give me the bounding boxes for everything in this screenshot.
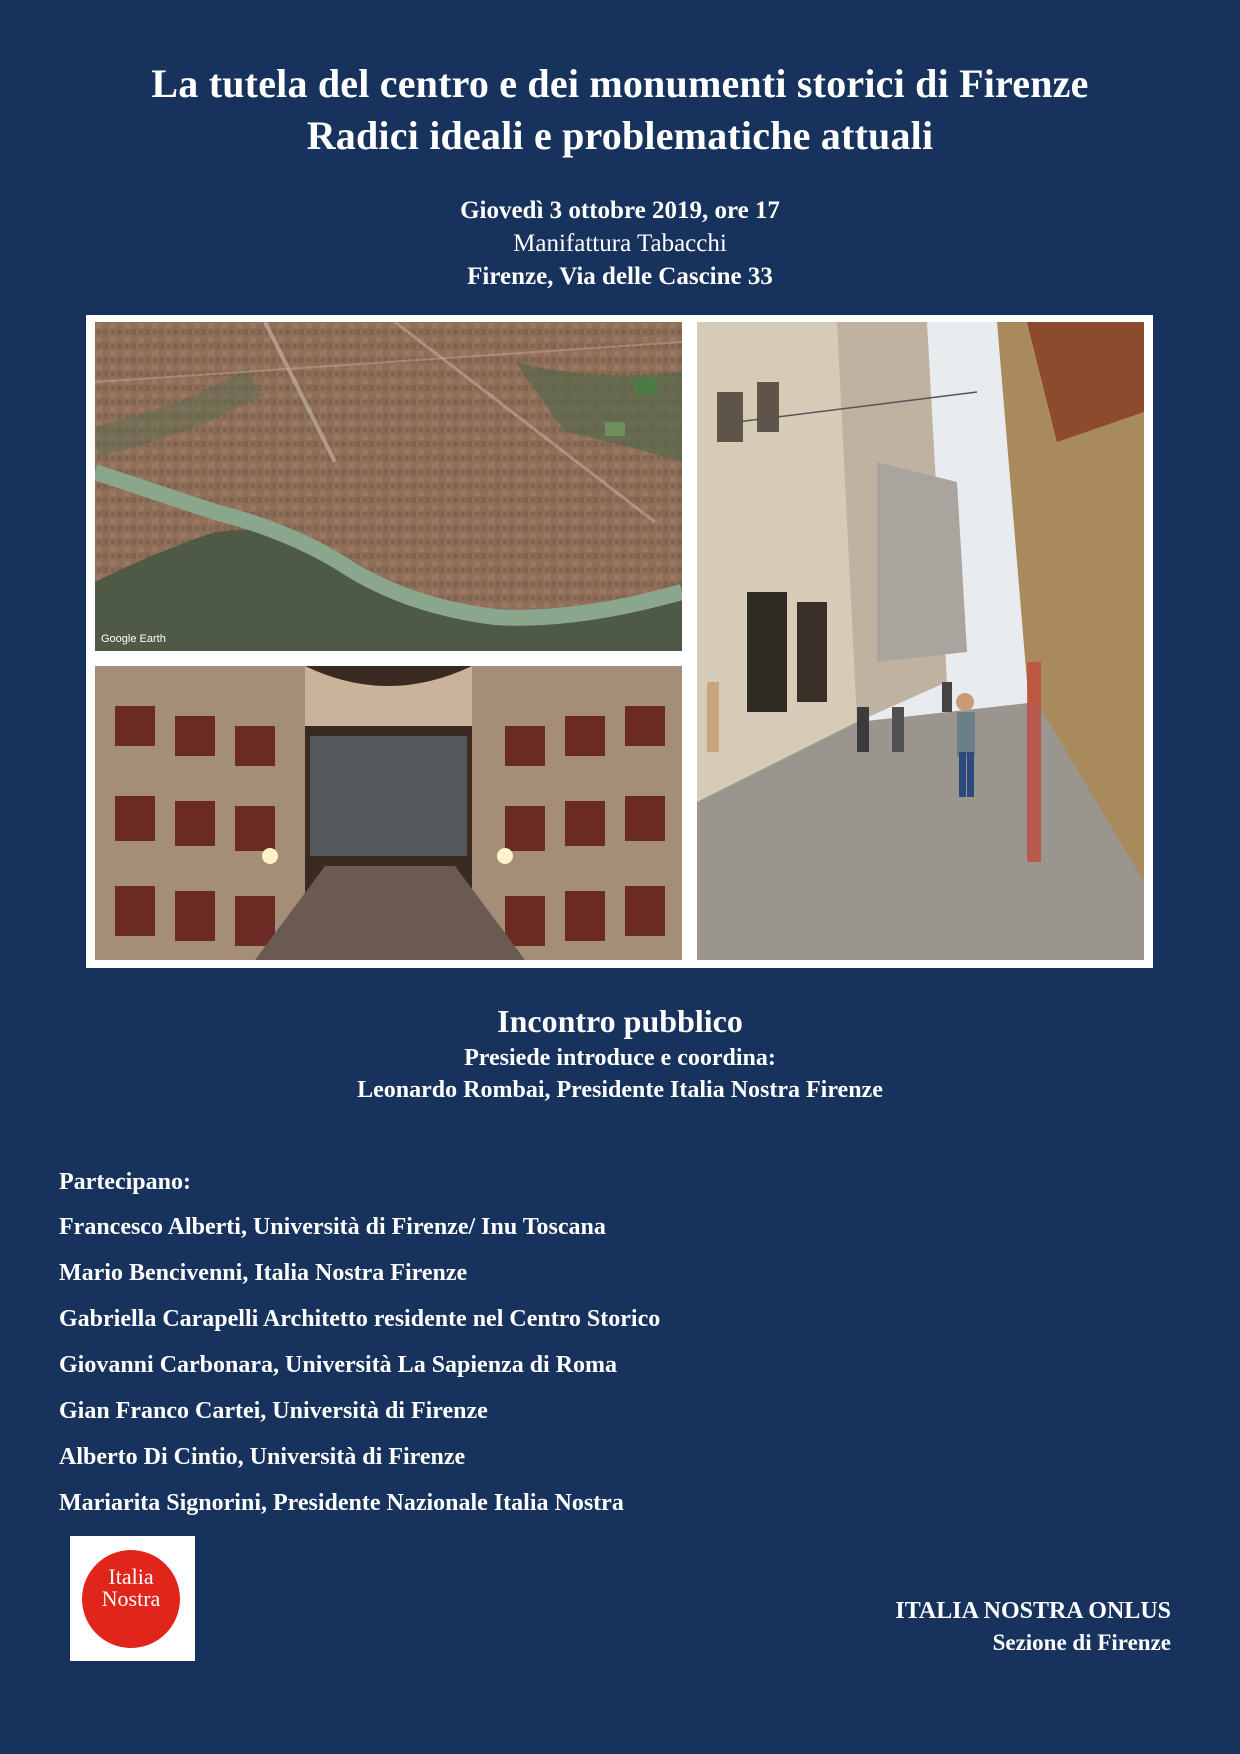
participant-item: Alberto Di Cintio, Università di Firenze xyxy=(59,1444,466,1470)
organization-name: ITALIA NOSTRA ONLUS xyxy=(895,1598,1171,1624)
participants-list xyxy=(59,1168,959,1535)
participants-label: Partecipano: xyxy=(59,1169,191,1195)
logo-line-1: Italia xyxy=(108,1564,154,1589)
street-view-photo xyxy=(697,322,1144,960)
title-line-1: La tutela del centro e dei monumenti storici di Firenze xyxy=(151,61,1089,106)
poster-title xyxy=(0,58,1240,162)
logo-text xyxy=(82,1566,180,1610)
event-date: Giovedì 3 ottobre 2019, ore 17 xyxy=(460,197,780,224)
chair-label: Presiede introduce e coordina: xyxy=(464,1045,776,1071)
meeting-heading: Incontro pubblico xyxy=(497,1003,743,1039)
event-info xyxy=(0,194,1240,293)
organization-block xyxy=(895,1596,1171,1658)
participant-item: Mario Bencivenni, Italia Nostra Firenze xyxy=(59,1260,468,1286)
participant-item: Mariarita Signorini, Presidente Nazionale Italia Nostra xyxy=(59,1490,624,1516)
photo-collage xyxy=(86,315,1153,968)
participant-item: Francesco Alberti, Università di Firenze/ Inu Toscana xyxy=(59,1214,606,1240)
meeting-info xyxy=(0,1000,1240,1106)
participant-item: Gabriella Carapelli Architetto residente nel Centro Storico xyxy=(59,1306,661,1332)
map-caption: Google Earth xyxy=(101,633,166,645)
aerial-map-photo xyxy=(95,322,682,651)
organization-section: Sezione di Firenze xyxy=(992,1630,1171,1655)
chair-name: Leonardo Rombai, Presidente Italia Nostra Firenze xyxy=(357,1077,883,1103)
event-address: Firenze, Via delle Cascine 33 xyxy=(467,263,773,290)
italia-nostra-logo xyxy=(70,1536,195,1661)
event-venue: Manifattura Tabacchi xyxy=(513,230,727,257)
logo-line-2: Nostra xyxy=(101,1586,161,1611)
theatre-interior-photo xyxy=(95,666,682,960)
title-line-2: Radici ideali e problematiche attuali xyxy=(306,113,934,158)
participant-item: Giovanni Carbonara, Università La Sapienza di Roma xyxy=(59,1352,618,1378)
participant-item: Gian Franco Cartei, Università di Firenze xyxy=(59,1398,488,1424)
